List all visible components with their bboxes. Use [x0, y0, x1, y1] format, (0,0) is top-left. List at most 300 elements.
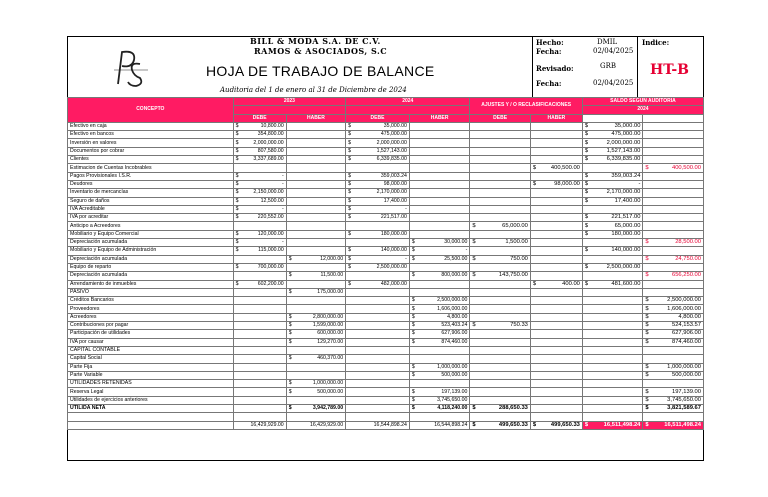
total-value: 16,544,898.24: [373, 421, 407, 428]
cell-value: 288,650.33: [498, 405, 528, 412]
cell-sh: [643, 131, 704, 139]
cell-value: 65,000.00: [614, 222, 641, 229]
cell-sh: [643, 164, 704, 172]
cell-sh: [643, 239, 704, 247]
row-concepto: IVA por causar: [68, 338, 234, 346]
currency-sign: $: [584, 247, 589, 254]
row-concepto: Depreciación acumulada: [68, 272, 234, 280]
cell-value: 627,906.00: [441, 330, 468, 337]
cell-sh: [643, 330, 704, 338]
row-concepto: Acreedores: [68, 313, 234, 321]
cell-ah: [530, 180, 582, 188]
total-value: 16,544,898.24: [434, 421, 468, 428]
cell-value: 523,403.24: [441, 322, 468, 329]
currency-sign: $: [411, 405, 415, 412]
row-concepto: IVA por acreditar: [68, 214, 234, 222]
row-concepto: Mobiliario y Equipo Comercial: [68, 230, 234, 238]
table-row: [68, 380, 704, 388]
cell-sd: [582, 139, 643, 147]
cell-value: 1,527,143.00: [376, 147, 407, 154]
cell-value: 400,500.00: [671, 164, 701, 171]
cell-h23: [286, 297, 345, 305]
cell-d24: [346, 156, 410, 164]
cell-h23: [286, 156, 345, 164]
table-row: [68, 388, 704, 396]
currency-sign: $: [532, 280, 537, 287]
cell-sh: [643, 222, 704, 230]
row-concepto: Anticipo a Acreedores: [68, 222, 234, 230]
currency-sign: $: [584, 131, 589, 138]
row-concepto: UTILIDADES RETENIDAS: [68, 380, 234, 388]
cell-sh: [643, 388, 704, 396]
currency-sign: $: [348, 156, 352, 163]
cell-h24: [409, 147, 470, 155]
row-concepto: Depreciación acumulada: [68, 255, 234, 263]
currency-sign: $: [532, 421, 537, 428]
cell-d24: [346, 313, 410, 321]
cell-value: 98,000.00: [554, 181, 580, 188]
currency-sign: $: [348, 280, 352, 287]
table-row: [68, 147, 704, 155]
cell-ad: [470, 230, 531, 238]
table-row: [68, 164, 704, 172]
cell-sd: [582, 122, 643, 130]
cell-ah: [530, 156, 582, 164]
currency-sign: $: [235, 139, 239, 146]
row-concepto: Parte Fija: [68, 363, 234, 371]
cell-d24: [346, 147, 410, 155]
cell-d23: [233, 371, 286, 379]
currency-sign: $: [472, 322, 476, 329]
row-concepto: UTILIDA NETA: [68, 404, 234, 412]
cell-h24: [409, 239, 470, 247]
cell-d23: [233, 305, 286, 313]
cell-h23: [286, 272, 345, 280]
cell-sh: [643, 180, 704, 188]
currency-sign: $: [348, 197, 352, 204]
cell-ad: [470, 214, 531, 222]
cell-ad: [470, 263, 531, 271]
cell-sd: [582, 131, 643, 139]
cell-d24: [346, 330, 410, 338]
cell-sd: [582, 180, 643, 188]
currency-sign: $: [584, 264, 589, 271]
currency-sign: $: [645, 272, 649, 279]
cell-ad: [470, 180, 531, 188]
cell-ah: [530, 172, 582, 180]
cell-h23: [286, 380, 345, 388]
cell-value: 129,270.00: [317, 338, 344, 345]
cell-h24: [409, 388, 470, 396]
cell-ad: [470, 122, 531, 130]
cell-ah: [530, 122, 582, 130]
logo-icon: [112, 48, 150, 90]
cell-ad: [470, 255, 531, 263]
row-concepto: Participación de utilidades: [68, 330, 234, 338]
currency-sign: $: [235, 280, 239, 287]
cell-ah: [530, 288, 582, 296]
cell-d23: [233, 139, 286, 147]
cell-ah: [530, 380, 582, 388]
cell-value: 656,250.00: [671, 272, 701, 279]
cell-value: 220,552.00: [257, 214, 284, 221]
currency-sign: $: [288, 330, 292, 337]
cell-ah: [530, 139, 582, 147]
cell-value: 481,600.00: [611, 280, 641, 287]
currency-sign: $: [645, 313, 649, 320]
cell-h23: [286, 371, 345, 379]
cell-d23: [233, 322, 286, 330]
company-name: [250, 36, 387, 56]
cell-h23: [286, 313, 345, 321]
cell-value: 115,000.00: [258, 247, 284, 254]
cell-d23: [233, 255, 286, 263]
cell-ah: [530, 164, 582, 172]
cell-value: -: [638, 181, 641, 188]
cell-h24: [409, 371, 470, 379]
total-value: 499,650.33: [550, 421, 580, 428]
table-row: [68, 330, 704, 338]
cell-value: 1,606,000.00: [437, 305, 468, 312]
cell-d24: [346, 388, 410, 396]
header-concepto: CONCEPTO: [68, 98, 234, 123]
cell-value: 3,745,650.00: [667, 396, 701, 403]
cell-value: 221,517.00: [380, 214, 407, 221]
cell-sd: [582, 330, 643, 338]
spacer: [286, 413, 345, 421]
hecho-value: DMIL: [597, 38, 618, 46]
cell-value: 140,000.00: [611, 247, 641, 254]
cell-sd: [582, 297, 643, 305]
cell-sh: [643, 263, 704, 271]
cell-h24: [409, 272, 470, 280]
header-debe: DEBE: [233, 114, 286, 122]
cell-ah: [530, 355, 582, 363]
total-value: 16,511,498.24: [664, 421, 701, 428]
cell-value: 600,000.00: [317, 330, 344, 337]
cell-h24: [409, 205, 470, 213]
cell-value: 2,800,000.00: [312, 313, 344, 320]
cell-d24: [346, 164, 410, 172]
subtitle: Auditoria del 1 de enero al 31 de Diciembre de 2024: [220, 86, 407, 94]
cell-ad: [470, 189, 531, 197]
cell-ah: [530, 404, 582, 412]
currency-sign: $: [411, 388, 415, 395]
cell-h24: [409, 172, 470, 180]
cell-h24: [409, 355, 470, 363]
header-2024: 2024: [346, 98, 470, 106]
cell-ah: [530, 214, 582, 222]
currency-sign: $: [288, 338, 292, 345]
currency-sign: $: [472, 421, 476, 428]
cell-value: -: [405, 255, 407, 262]
cell-d24: [346, 139, 410, 147]
row-concepto: Proveedores: [68, 305, 234, 313]
cell-ad: [470, 297, 531, 305]
row-concepto: Capital Social: [68, 355, 234, 363]
currency-sign: $: [645, 330, 649, 337]
cell-d23: [233, 338, 286, 346]
cell-d24: [346, 230, 410, 238]
cell-d24: [346, 205, 410, 213]
cell-sd: [582, 189, 643, 197]
cell-ah: [530, 230, 582, 238]
row-concepto: Reserva Legal: [68, 388, 234, 396]
row-concepto: Créditos Bancarios: [68, 297, 234, 305]
cell-d23: [233, 263, 286, 271]
cell-value: 24,750.00: [675, 255, 701, 262]
cell-value: 4,800.00: [678, 313, 701, 320]
cell-ah: [530, 189, 582, 197]
cell-h23: [286, 288, 345, 296]
cell-ah: [530, 371, 582, 379]
cell-value: 807,580.00: [257, 147, 284, 154]
table-body: [68, 122, 704, 429]
spacer: [233, 106, 346, 114]
cell-value: 2,150,000.00: [253, 189, 284, 196]
cell-value: 627,906.00: [671, 330, 701, 337]
revisado-value: GRB: [600, 62, 617, 70]
table-row: [68, 222, 704, 230]
table-row: [68, 247, 704, 255]
cell-value: 180,000.00: [611, 230, 641, 237]
currency-sign: $: [348, 181, 352, 188]
cell-ad: [470, 305, 531, 313]
cell-d24: [346, 346, 410, 354]
cell-d23: [233, 172, 286, 180]
cell-ad: [470, 380, 531, 388]
spacer: [643, 114, 704, 122]
cell-ah: [530, 131, 582, 139]
currency-sign: $: [348, 172, 352, 179]
cell-d23: [233, 222, 286, 230]
cell-value: 500,000.00: [671, 371, 701, 378]
cell-sd: [582, 404, 643, 412]
currency-sign: $: [472, 239, 476, 246]
cell-h23: [286, 330, 345, 338]
cell-sh: [643, 305, 704, 313]
cell-d23: [233, 247, 286, 255]
cell-d24: [346, 371, 410, 379]
spacer: [582, 114, 643, 122]
currency-sign: $: [472, 272, 476, 279]
spacer: [346, 413, 410, 421]
cell-value: 524,153.57: [671, 322, 701, 329]
cell-sd: [582, 338, 643, 346]
cell-value: 500,000.00: [441, 371, 468, 378]
total-sh: [643, 421, 704, 429]
cell-ad: [470, 363, 531, 371]
cell-d23: [233, 297, 286, 305]
totals-row: [68, 421, 704, 429]
header-haber: HABER: [409, 114, 470, 122]
cell-sd: [582, 272, 643, 280]
row-concepto: Deudores: [68, 180, 234, 188]
balance-table: [67, 97, 704, 430]
cell-value: 2,000,000.00: [606, 139, 641, 146]
cell-h24: [409, 139, 470, 147]
currency-sign: $: [348, 255, 352, 262]
currency-sign: $: [411, 322, 415, 329]
cell-sd: [582, 214, 643, 222]
table-row: [68, 263, 704, 271]
cell-d23: [233, 272, 286, 280]
cell-h23: [286, 396, 345, 404]
cell-sh: [643, 288, 704, 296]
cell-sh: [643, 396, 704, 404]
cell-h23: [286, 355, 345, 363]
cell-sh: [643, 247, 704, 255]
cell-ah: [530, 280, 582, 288]
currency-sign: $: [411, 255, 415, 262]
row-concepto: Seguro de daños: [68, 197, 234, 205]
table-row: [68, 305, 704, 313]
table-row: [68, 272, 704, 280]
table-row: [68, 205, 704, 213]
cell-ad: [470, 147, 531, 155]
cell-d24: [346, 355, 410, 363]
currency-sign: $: [348, 147, 352, 154]
cell-sh: [643, 214, 704, 222]
cell-d23: [233, 122, 286, 130]
spacer: [233, 413, 286, 421]
table-row: [68, 371, 704, 379]
cell-value: 10,800.00: [260, 123, 284, 130]
currency-sign: $: [288, 388, 292, 395]
spacer: [409, 413, 470, 421]
cell-value: -: [465, 247, 468, 254]
cell-value: 30,000.00: [444, 239, 468, 246]
currency-sign: $: [235, 189, 239, 196]
cell-ad: [470, 205, 531, 213]
cell-value: 4,118,240.00: [437, 405, 468, 412]
table-row: [68, 156, 704, 164]
table-row: [68, 280, 704, 288]
currency-sign: $: [645, 164, 649, 171]
cell-value: 475,000.00: [611, 131, 641, 138]
row-concepto: IVA Acreditable: [68, 205, 234, 213]
cell-sd: [582, 156, 643, 164]
divider: [532, 36, 533, 97]
row-concepto: Clientes: [68, 156, 234, 164]
cell-value: 35,000.00: [614, 123, 641, 130]
currency-sign: $: [532, 164, 537, 171]
cell-ah: [530, 247, 582, 255]
cell-h24: [409, 230, 470, 238]
table-row: [68, 239, 704, 247]
cell-d24: [346, 180, 410, 188]
table-row: [68, 180, 704, 188]
table-row: [68, 139, 704, 147]
cell-ad: [470, 355, 531, 363]
currency-sign: $: [645, 305, 649, 312]
cell-sd: [582, 247, 643, 255]
row-concepto: PASIVO: [68, 288, 234, 296]
cell-h24: [409, 255, 470, 263]
cell-ah: [530, 297, 582, 305]
cell-d24: [346, 396, 410, 404]
currency-sign: $: [288, 380, 292, 387]
cell-ah: [530, 346, 582, 354]
currency-sign: $: [584, 147, 589, 154]
cell-sd: [582, 346, 643, 354]
cell-ad: [470, 346, 531, 354]
cell-d24: [346, 305, 410, 313]
cell-value: 359,003.24: [611, 172, 641, 179]
row-concepto: Efectivo en bancos: [68, 131, 234, 139]
cell-h23: [286, 122, 345, 130]
row-concepto: Parte Variable: [68, 371, 234, 379]
currency-sign: $: [584, 197, 589, 204]
cell-value: 1,606,000.00: [667, 305, 701, 312]
cell-h23: [286, 404, 345, 412]
cell-d23: [233, 363, 286, 371]
cell-h23: [286, 164, 345, 172]
cell-value: 17,400.00: [383, 197, 407, 204]
cell-sd: [582, 222, 643, 230]
currency-sign: $: [288, 272, 292, 279]
cell-d24: [346, 380, 410, 388]
cell-value: 800,000.00: [441, 272, 468, 279]
table-row: [68, 297, 704, 305]
cell-value: 400,500.00: [550, 164, 580, 171]
cell-ad: [470, 164, 531, 172]
currency-sign: $: [235, 264, 239, 271]
cell-value: 3,942,789.00: [312, 405, 344, 412]
table-row: [68, 346, 704, 354]
cell-d23: [233, 313, 286, 321]
indice-label: Indice:: [642, 38, 670, 47]
cell-d24: [346, 322, 410, 330]
cell-h24: [409, 197, 470, 205]
table-row: [68, 338, 704, 346]
cell-ah: [530, 313, 582, 321]
cell-ah: [530, 388, 582, 396]
company-line-2: RAMOS & ASOCIADOS, S.C: [254, 46, 388, 56]
currency-sign: $: [645, 363, 649, 370]
total-h23: [286, 421, 345, 429]
cell-ad: [470, 197, 531, 205]
currency-sign: $: [411, 247, 415, 254]
cell-sd: [582, 172, 643, 180]
cell-d24: [346, 197, 410, 205]
revisado-label: Revisado:: [536, 64, 574, 73]
cell-h23: [286, 280, 345, 288]
cell-h24: [409, 305, 470, 313]
cell-h24: [409, 313, 470, 321]
table-row: [68, 172, 704, 180]
cell-value: 2,000,000.00: [253, 139, 284, 146]
currency-sign: $: [288, 255, 292, 262]
cell-ah: [530, 147, 582, 155]
cell-ad: [470, 156, 531, 164]
cell-ad: [470, 131, 531, 139]
currency-sign: $: [645, 421, 649, 428]
cell-sd: [582, 371, 643, 379]
cell-ah: [530, 272, 582, 280]
currency-sign: $: [348, 189, 352, 196]
cell-sh: [643, 297, 704, 305]
currency-sign: $: [235, 123, 239, 130]
spacer: [582, 413, 643, 421]
currency-sign: $: [645, 297, 649, 304]
cell-value: 3,821,589.67: [667, 405, 701, 412]
cell-h23: [286, 172, 345, 180]
cell-value: 2,500,000.00: [606, 264, 641, 271]
cell-d24: [346, 288, 410, 296]
cell-value: 1,000,000.00: [437, 363, 468, 370]
cell-h24: [409, 280, 470, 288]
